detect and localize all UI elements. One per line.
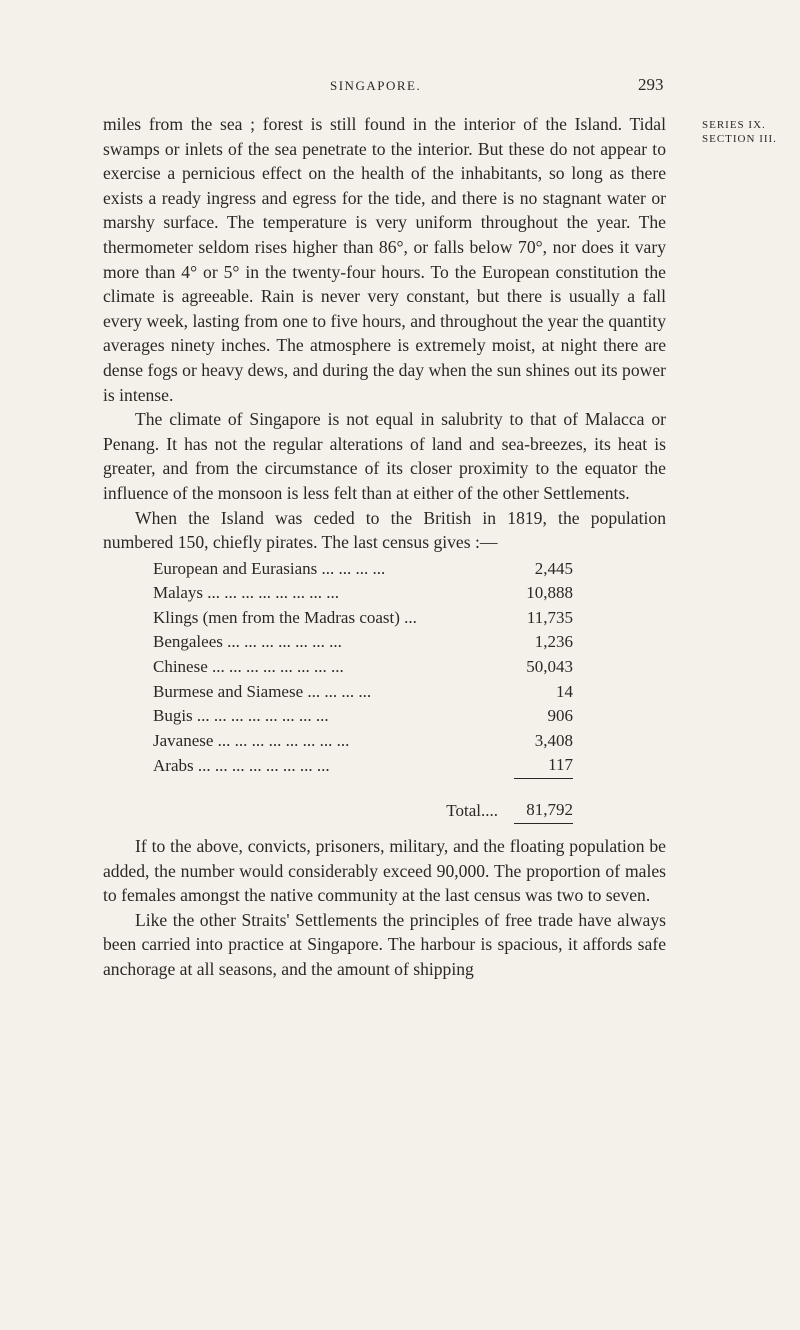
census-label: Malays ... ... ... ... ... ... ... ... [153, 583, 340, 603]
page-number: 293 [638, 75, 664, 94]
paragraph-4: If to the above, convicts, prisoners, military, and the floating population be added, the number would considerably exceed 90,000. The proportion of males to females amongst the native community at the last census was two to seven. [103, 836, 666, 906]
body-text [103, 112, 666, 982]
table-row [153, 630, 573, 655]
census-label: Chinese ... ... ... ... ... ... ... ... [153, 657, 344, 677]
paragraph-3: When the Island was ceded to the British in 1819, the population numbered 150, chiefly pirates. The last census gives :— [103, 507, 666, 553]
table-row [153, 704, 573, 729]
table-row [153, 655, 573, 680]
census-value: 3,408 [534, 730, 573, 750]
table-row [153, 753, 573, 778]
census-value: 10,888 [526, 583, 573, 603]
census-label: Arabs ... ... ... ... ... ... ... ... [153, 755, 330, 775]
running-title: SINGAPORE. [330, 78, 422, 93]
census-value: 50,043 [526, 657, 573, 677]
census-label: Burmese and Siamese ... ... ... ... [153, 681, 372, 701]
census-value: 2,445 [534, 558, 573, 578]
census-value: 117 [548, 755, 573, 775]
census-total-row [153, 779, 573, 824]
table-row [153, 581, 573, 606]
paragraph-1: miles from the sea ; forest is still found in the interior of the Island. Tidal swamps or inlets of the sea penetrate to the interior. But these do not appear to exercise a pernicious effect on the health of the inhabitants, so long as there exists a ready ingress and egress for the tide, and there is no stagnant water or marshy surface. The temperature is very uniform throughout the year. The thermometer seldom rises higher than 86°, or falls below 70°, nor does it vary more than 4° or 5° in the twenty-four hours. To the European constitution the climate is agreeable. Rain is never very constant, but there is usually a fall every week, lasting from one to five hours, and throughout the year the quantity averages ninety inches. The atmosphere is extremely moist, at night there are dense fogs or heavy dews, and during the day when the sun shines out its power is intense. [103, 114, 666, 405]
paragraph-5: Like the other Straits' Settlements the principles of free trade have always been carried into practice at Singapore. The harbour is spacious, it affords safe anchorage at all seasons, and the amount of shipping [103, 909, 666, 979]
margin-note [702, 118, 777, 146]
census-value: 14 [556, 681, 573, 701]
census-label: European and Eurasians ... ... ... ... [153, 558, 386, 578]
census-total-value: 81,792 [514, 779, 573, 824]
census-label: Klings (men from the Madras coast) ... [153, 607, 417, 627]
census-value: 906 [547, 706, 573, 726]
census-table [153, 557, 573, 824]
table-row [153, 606, 573, 631]
table-row [153, 557, 573, 582]
table-row [153, 729, 573, 754]
census-label: Bengalees ... ... ... ... ... ... ... [153, 632, 342, 652]
census-value: 11,735 [526, 607, 573, 627]
census-value: 1,236 [534, 632, 573, 652]
census-total-label: Total.... [446, 800, 498, 820]
table-row [153, 680, 573, 705]
census-label: Javanese ... ... ... ... ... ... ... ... [153, 730, 350, 750]
series-label: SERIES IX. [702, 119, 766, 131]
section-label: SECTION III. [702, 133, 777, 145]
paragraph-2: The climate of Singapore is not equal in salubrity to that of Malacca or Penang. It has not the regular alterations of land and sea-breezes, its heat is greater, and from the circumstance of its closer proximity to the equator the influence of the monsoon is less felt than at either of the other Settlements. [103, 409, 666, 503]
census-label: Bugis ... ... ... ... ... ... ... ... [153, 706, 329, 726]
